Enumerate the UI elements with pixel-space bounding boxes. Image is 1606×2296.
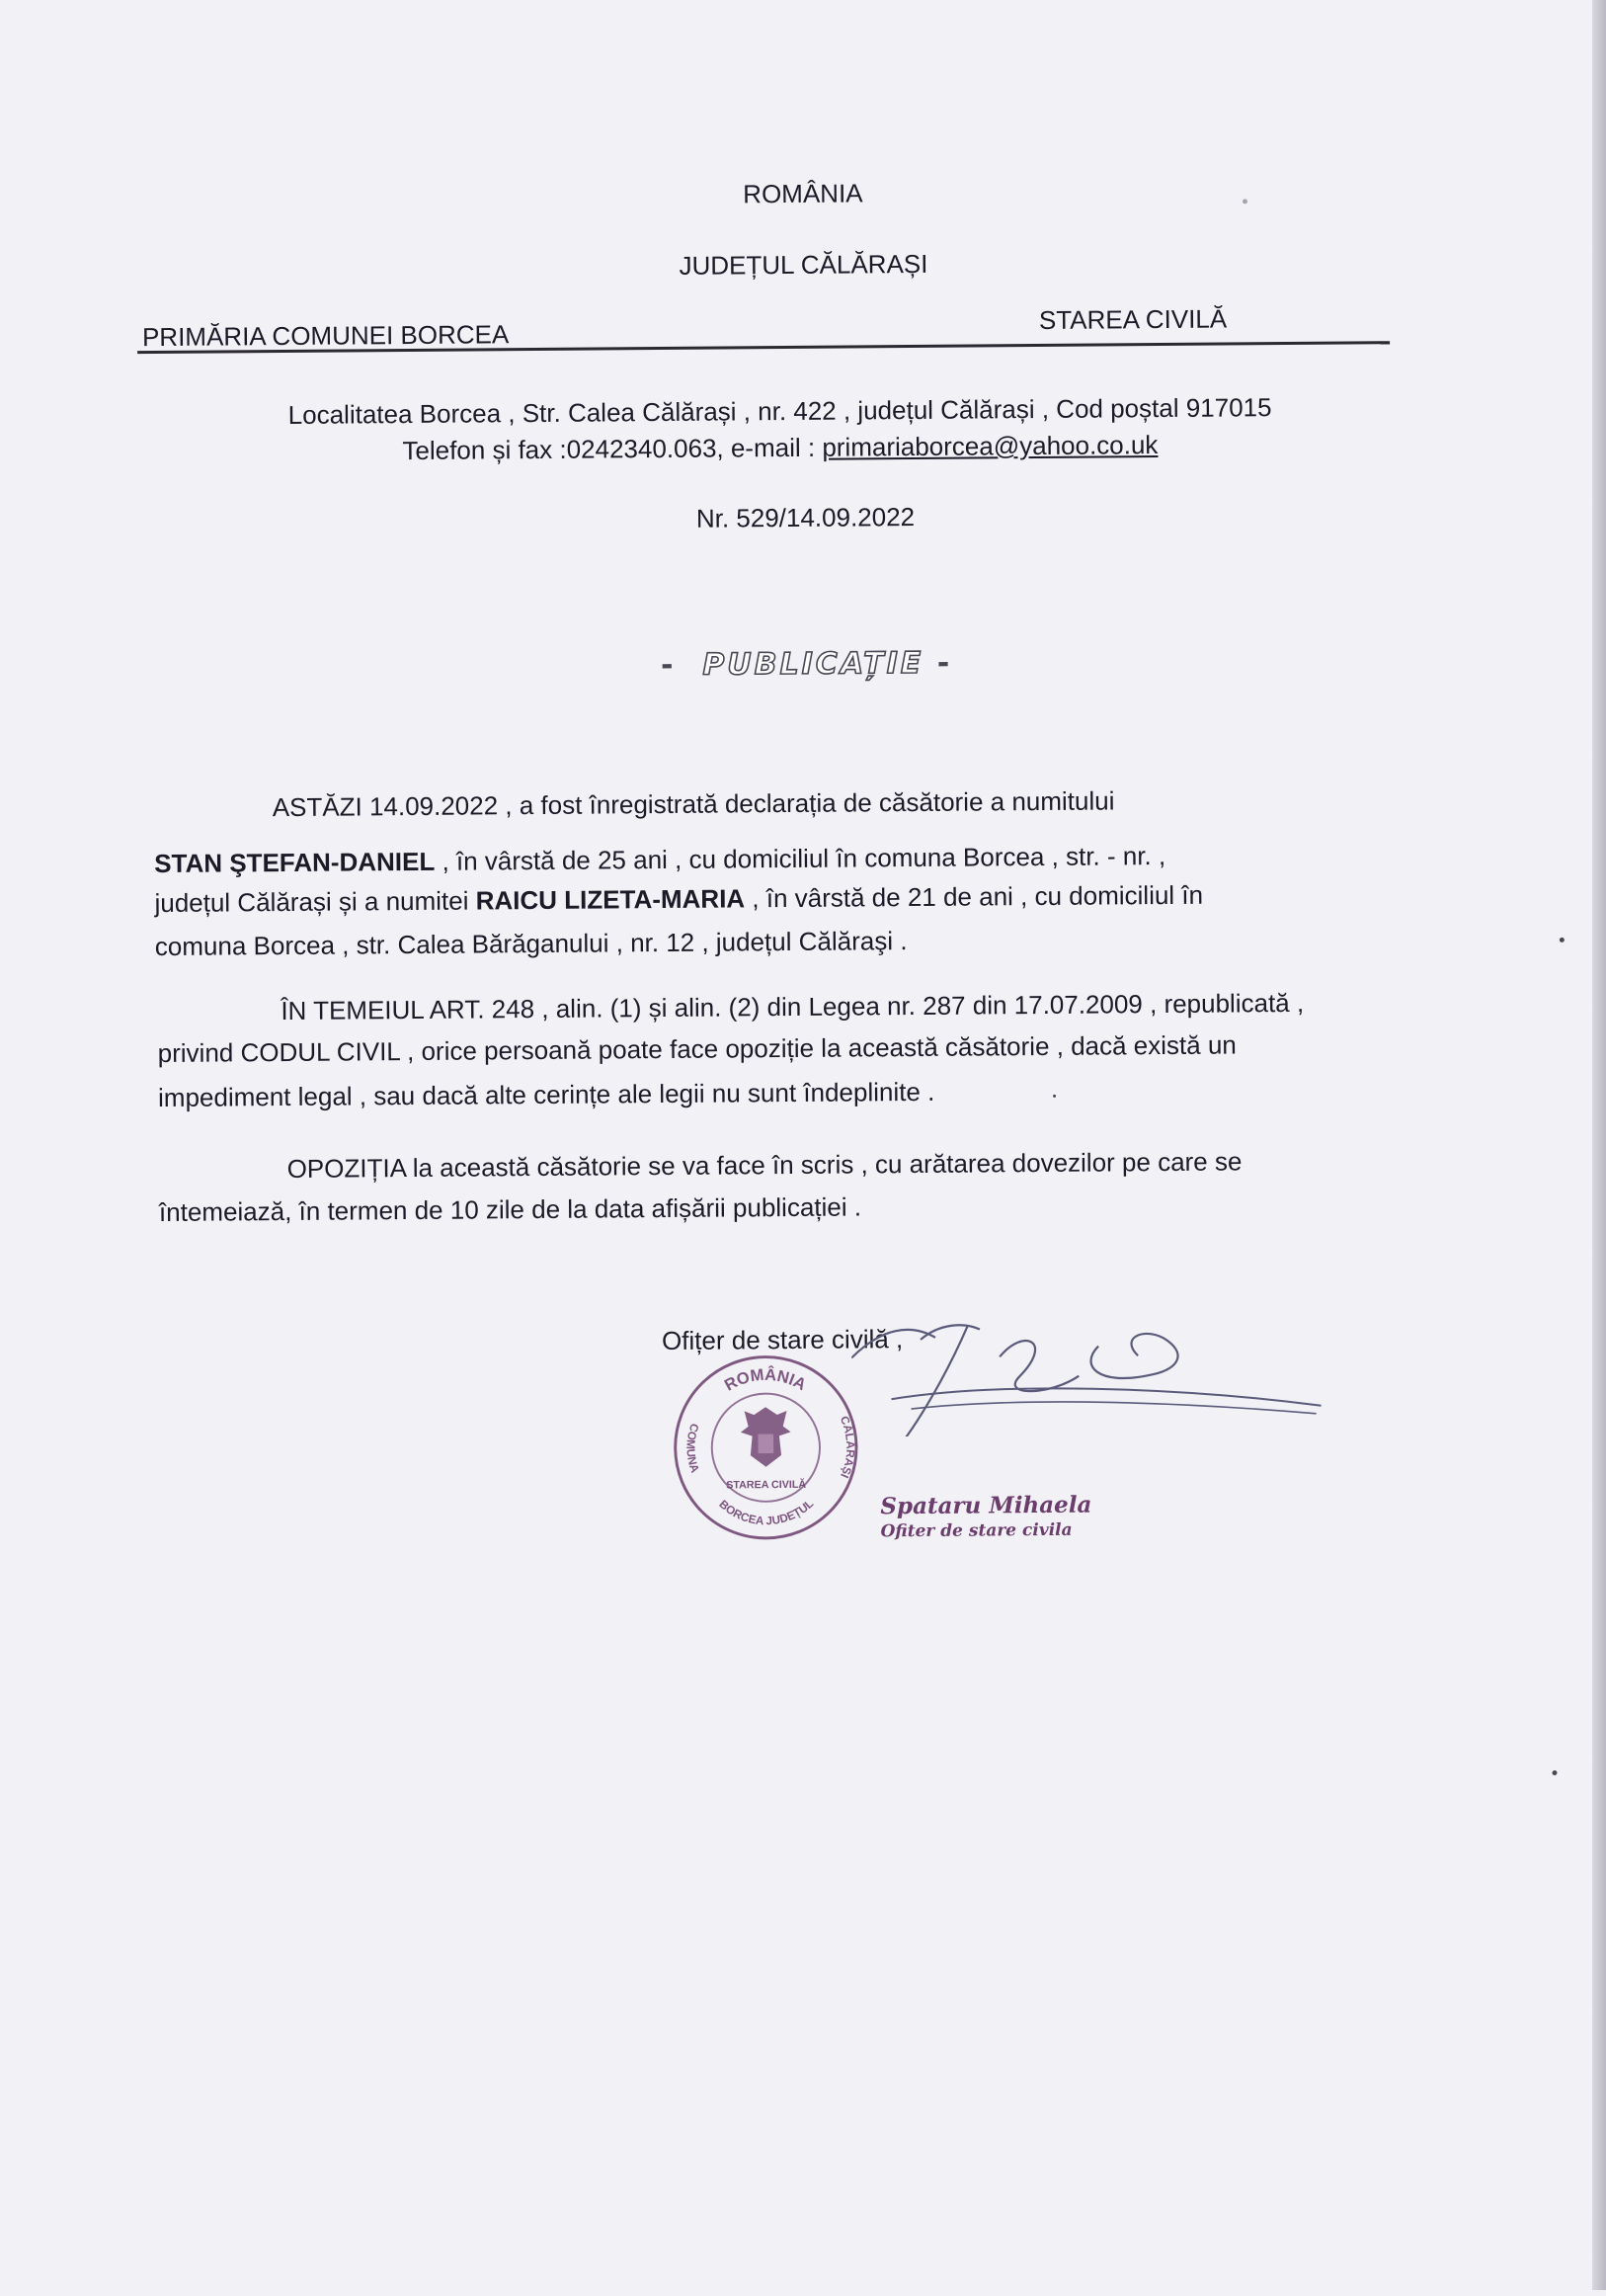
svg-text:COMUNA bbox=[683, 1422, 701, 1475]
handwritten-signature bbox=[851, 1315, 1326, 1437]
paper-speck bbox=[1560, 938, 1565, 943]
paragraph1-line1: ASTĂZI 14.09.2022 , a fost înregistrată declarația de căsătorie a numitului bbox=[272, 785, 1115, 823]
paragraph1-line4: comuna Borcea , str. Calea Bărăganului , nr. 12 , județul Călăraşi . bbox=[154, 926, 908, 962]
stamp-text-bottom: BORCEA JUDEȚUL bbox=[716, 1497, 817, 1528]
signature-role: Ofiter de stare civila bbox=[880, 1519, 1073, 1542]
header-department: STAREA CIVILĂ bbox=[1038, 303, 1228, 335]
contact-line bbox=[153, 427, 1407, 468]
paragraph2-line3: impediment legal , sau dacă alte cerințe ale legii nu sunt îndeplinite . bbox=[157, 1076, 935, 1113]
title-text: PUBLICAȚIE bbox=[702, 645, 924, 683]
paragraph1-line3-rest: , în vârstă de 21 de ani , cu domiciliul în bbox=[745, 879, 1204, 914]
svg-text:ROMÂNIA bbox=[721, 1364, 810, 1394]
groom-name: STAN ŞTEFAN-DANIEL bbox=[154, 846, 436, 879]
header-institution: PRIMĂRIA COMUNEI BORCEA bbox=[141, 319, 510, 353]
paragraph2-line2: privind CODUL CIVIL , orice persoană poate face opoziție la această căsătorie , dacă există un bbox=[157, 1029, 1237, 1069]
paragraph3-line1: OPOZIȚIA la această căsătorie se va face în scris , cu arătarea dovezilor pe care se bbox=[286, 1146, 1243, 1185]
paper-speck bbox=[1243, 199, 1247, 204]
stamp-text-center: STAREA CIVILĂ bbox=[726, 1478, 807, 1492]
paragraph3-line2: întemeiază, în termen de 10 zile de la data afișării publicației . bbox=[158, 1191, 862, 1228]
stamp-text-right: CĂLĂRAȘI bbox=[837, 1414, 857, 1480]
document-title bbox=[649, 646, 965, 684]
header-country: ROMÂNIA bbox=[743, 178, 863, 209]
contact-email-link[interactable]: primariaborcea@yahoo.co.uk bbox=[822, 430, 1159, 462]
title-dash-left: - bbox=[660, 647, 677, 684]
paragraph1-line3 bbox=[154, 879, 1203, 919]
paragraph1-line2-rest: , în vârstă de 25 ani , cu domiciliul în comuna Borcea , str. - nr. , bbox=[435, 841, 1166, 876]
stamp-text-left: COMUNA bbox=[683, 1422, 702, 1475]
stamp-text-top: ROMÂNIA bbox=[721, 1364, 810, 1395]
contact-phone: Telefon și fax :0242340.063, e-mail : bbox=[402, 432, 823, 466]
title-dash-right: - bbox=[936, 645, 953, 681]
document-number: Nr. 529/14.09.2022 bbox=[695, 501, 916, 533]
signature-label: Ofițer de stare civilă , bbox=[661, 1324, 904, 1356]
signature-name: Spataru Mihaela bbox=[880, 1491, 1092, 1520]
contact-address: Localitatea Borcea , Str. Calea Călărași , nr. 422 , județul Călărași , Cod poștal 917015 bbox=[287, 392, 1272, 430]
paragraph2-line1: ÎN TEMEIUL ART. 248 , alin. (1) și alin. (2) din Legea nr. 287 din 17.07.2009 , republicată , bbox=[281, 987, 1305, 1026]
paper-speck bbox=[1552, 1770, 1557, 1775]
header-county: JUDEȚUL CĂLĂRAȘI bbox=[679, 248, 928, 281]
official-stamp bbox=[669, 1348, 863, 1547]
bride-name: RAICU LIZETA-MARIA bbox=[475, 883, 746, 916]
paragraph1-line2 bbox=[154, 840, 1165, 879]
coat-of-arms-icon bbox=[741, 1407, 791, 1467]
paragraph1-line3-start: județul Călărași și a numitei bbox=[154, 885, 476, 919]
paper-speck bbox=[1053, 1095, 1056, 1098]
